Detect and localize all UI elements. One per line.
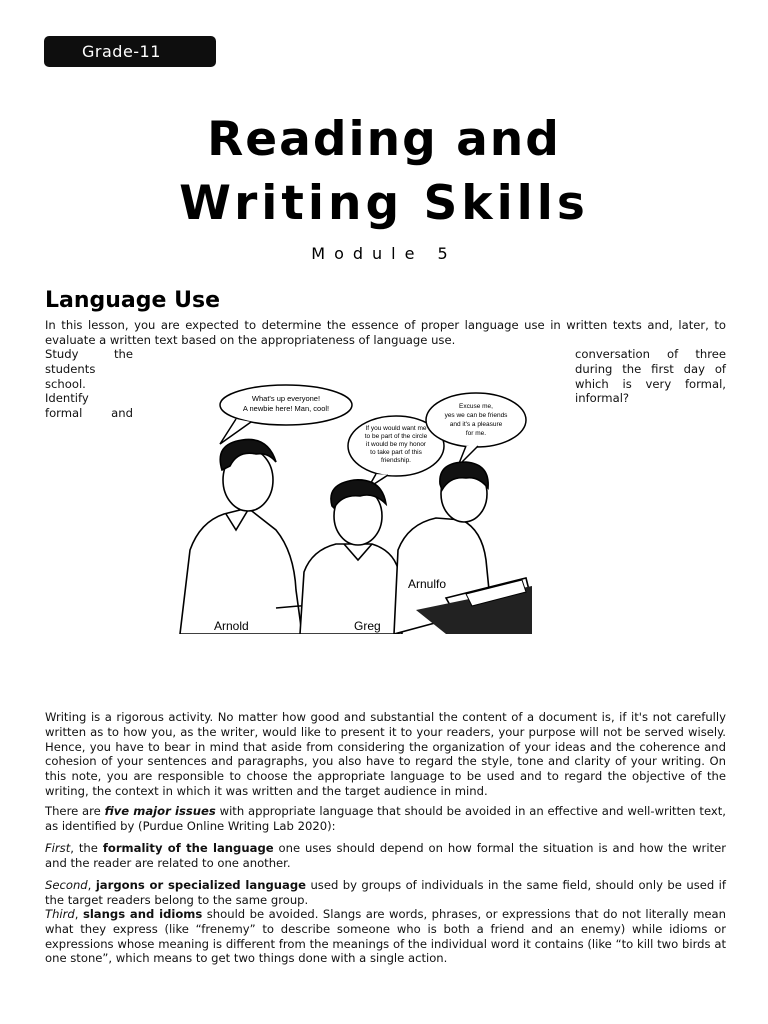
ordinal: Third (45, 907, 75, 921)
paragraph-first (45, 841, 726, 871)
text: should be avoided. Slangs are words, phrases, or expressions that do not literally mean what they express (like “frenemy” to describe someone who is both a friend and an enemy) while idioms or expressions whose meaning is different from the meanings of the individual word it contains (like “to kill two birds at one stone”, which means to get two things done with a single action. (45, 907, 726, 966)
label-arnulfo: Arnulfo (408, 577, 447, 591)
label-greg: Greg (354, 619, 381, 633)
text: with appropriate language that should be avoided in an effective and well-written text, as identified by (Purdue Online Writing Lab 2020): (45, 804, 726, 833)
bubble-arnold-line: What's up everyone! (251, 394, 321, 403)
grade-badge: Grade-11 (44, 36, 216, 67)
bubble-greg-line: If you would want me (365, 425, 427, 432)
bubble-arnulfo-line: yes we can be friends (444, 412, 508, 419)
title-line-1: Reading and (207, 112, 561, 167)
section-heading: Language Use (45, 288, 220, 313)
side-right-line: conversation of three (575, 347, 726, 361)
bubble-arnulfo-line: for me. (465, 430, 487, 437)
student-greg (300, 480, 402, 634)
side-text-left (45, 347, 133, 421)
side-right-line: informal? (575, 391, 630, 406)
label-arnold: Arnold (214, 619, 249, 633)
title-line-2: Writing Skills (179, 176, 589, 231)
text: one uses should depend on how formal the situation is and how the writer and the reader are related to one another. (45, 841, 726, 870)
bubble-arnold-line: A newbie here! Man, cool! (242, 404, 330, 413)
ordinal: Second (45, 878, 88, 892)
bubble-greg-line: friendship. (381, 457, 411, 464)
paragraph-five-issues (45, 804, 726, 834)
side-left-line: Study the (45, 347, 133, 361)
key-term: slangs and idioms (82, 907, 203, 921)
side-left-line: students (45, 361, 96, 376)
paragraph-third (45, 907, 726, 966)
side-text-right (575, 347, 726, 406)
side-left-line: school. Identify (45, 376, 89, 406)
text: , (74, 907, 83, 921)
speech-bubble-arnold (220, 385, 352, 444)
paragraph-writing: Writing is a rigorous activity. No matter how good and substantial the content of a document is, if it's not carefully written as to how you, as the writer, would like to present it to your readers, your purpose will not be served wisely. Hence, you have to bear in mind that aside from considering the organization of your ideas and the coherence and cohesion of your sentences and paragraphs, you also have to regard the style, tone and clarity of your writing. On this note, you are responsible to choose the appropriate language to be used and to regard the objective of the writing, the context in which it was written and the target audience in mind. (45, 710, 726, 798)
ordinal: First (45, 841, 71, 855)
module-label: Module 5 (311, 244, 457, 263)
side-right-line: during the first day of (575, 361, 726, 376)
text: , the (70, 841, 103, 855)
text: , (87, 878, 96, 892)
paragraph-second (45, 878, 726, 908)
bubble-greg-line: to take part of this (370, 449, 422, 456)
bubble-greg-line: to be part of the circle (364, 433, 428, 440)
key-term: jargons or specialized language (95, 878, 306, 892)
key-term: formality of the language (102, 841, 274, 855)
text: There are (45, 804, 105, 818)
text: used by groups of individuals in the same field, should only be used if the target readers belong to the same group. (45, 878, 726, 907)
side-left-line: formal and (45, 406, 133, 421)
intro-paragraph: In this lesson, you are expected to determine the essence of proper language use in written texts and, later, to evaluate a written text based on the appropriateness of language use. (45, 318, 726, 347)
side-right-line: which is very formal, (575, 376, 726, 391)
bubble-arnulfo-line: Excuse me, (459, 403, 493, 410)
bubble-arnulfo-line: and it's a pleasure (449, 421, 503, 428)
conversation-illustration (176, 380, 532, 634)
bubble-greg-line: it would be my honor (366, 441, 426, 448)
emphasis: five major issues (104, 804, 216, 818)
